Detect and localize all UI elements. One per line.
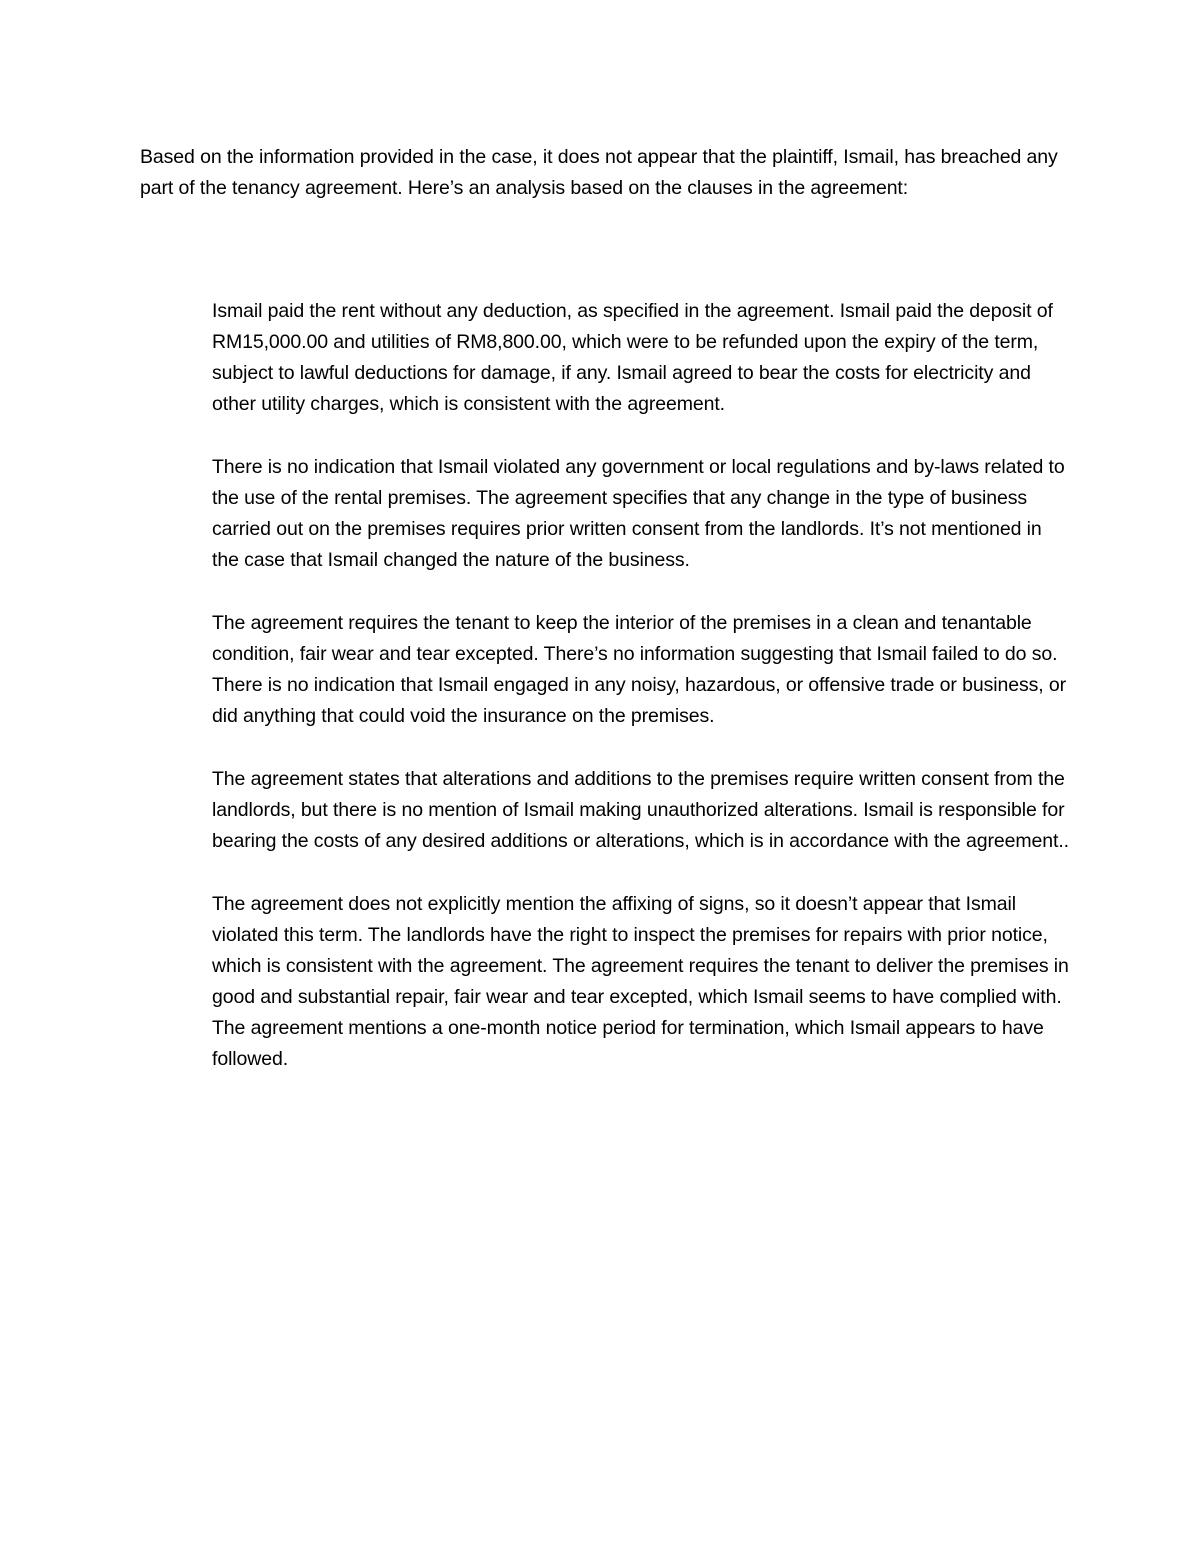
paragraph-alterations: The agreement states that alterations and additions to the premises require written consent from the landlords, but there is no mention of Ismail making unauthorized alterations. Ismail is responsible for bearing the costs of any desired additions or alterations, which is in accordance with the agreement.. [212,768,1069,852]
paragraph-regulations-business: There is no indication that Ismail violated any government or local regulations and by-laws related to the use of the rental premises. The agreement specifies that any change in the type of business carried out on the premises requires prior written consent from the landlords. It’s not mentioned in the case that Ismail changed the nature of the business. [212,456,1065,571]
paragraph-signs-inspection-termination: The agreement does not explicitly mention the affixing of signs, so it doesn’t appear that Ismail violated this term. The landlords have the right to inspect the premises for repairs with prior notice, which is consistent with the agreement. The agreement requires the tenant to deliver the premises in good and substantial repair, fair wear and tear excepted, which Ismail seems to have complied with. The agreement mentions a one-month notice period for termination, which Ismail appears to have followed. [212,893,1069,1070]
paragraph-premises-condition: The agreement requires the tenant to keep the interior of the premises in a clean and tenantable condition, fair wear and tear excepted. There’s no information suggesting that Ismail failed to do so. There is no indication that Ismail engaged in any noisy, hazardous, or offensive trade or business, or did anything that could void the insurance on the premises. [212,612,1067,727]
intro-paragraph: Based on the information provided in the case, it does not appear that the plaintiff, Ismail, has breached any part of the tenancy agreement. Here’s an analysis based on the clauses in the agreement: [140,146,1058,199]
paragraph-rent-deposit: Ismail paid the rent without any deduction, as specified in the agreement. Ismail paid the deposit of RM15,000.00 and utilities of RM8,800.00, which were to be refunded upon the expiry of the term, subject to lawful deductions for damage, if any. Ismail agreed to bear the costs for electricity and other utility charges, which is consistent with the agreement. [212,300,1053,415]
analysis-section [212,296,1072,1107]
